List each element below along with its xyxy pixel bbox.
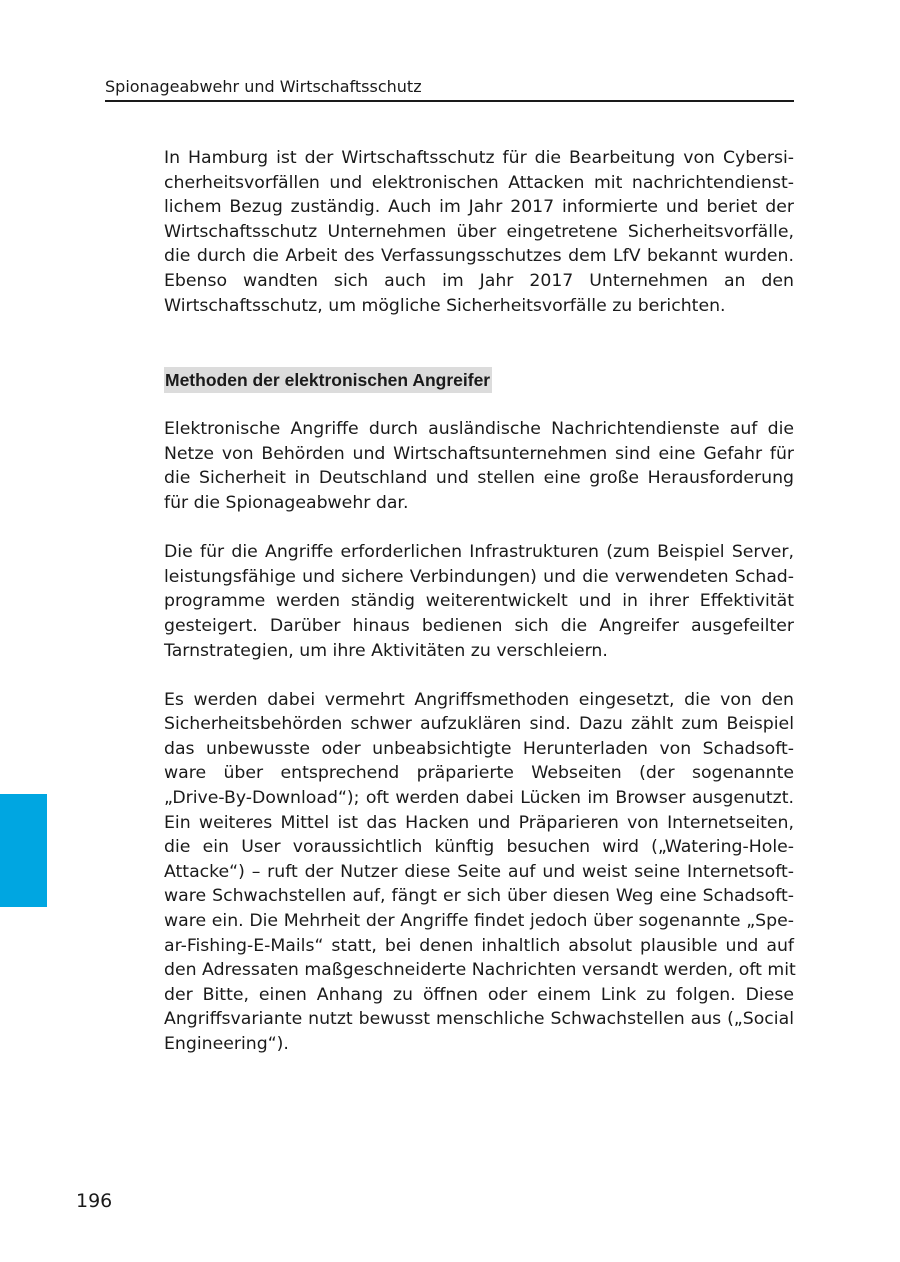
- text-line: leistungsfähige und sichere Verbindungen) und die verwendeten Schad-: [164, 566, 794, 587]
- text-line: Elektronische Angriffe durch ausländische Nachrichtendienste auf die: [164, 419, 794, 440]
- running-header: [105, 76, 794, 102]
- text-line: programme werden ständig weiterentwickelt und in ihrer Effektivität: [164, 591, 794, 612]
- text-line: cherheitsvorfällen und elektronischen Attacken mit nachrichtendienst-: [164, 172, 794, 193]
- text-line: ware über entsprechend präparierte Webseiten (der sogenannte: [164, 763, 794, 784]
- text-line: Netze von Behörden und Wirtschaftsunternehmen sind eine Gefahr für: [164, 443, 794, 464]
- text-line: die durch die Arbeit des Verfassungsschutzes dem LfV bekannt wurden.: [164, 246, 794, 267]
- page-number: 196: [76, 1190, 113, 1212]
- text-line: Ebenso wandten sich auch im Jahr 2017 Unternehmen an den: [164, 270, 794, 291]
- text-line: für die Spionageabwehr dar.: [164, 492, 409, 513]
- text-line: Tarnstrategien, um ihre Aktivitäten zu verschleiern.: [164, 640, 608, 661]
- text-line: ware Schwachstellen auf, fängt er sich über diesen Weg eine Schadsoft-: [164, 886, 794, 907]
- text-line: die Sicherheit in Deutschland und stellen eine große Herausforderung: [164, 468, 794, 489]
- text-line: Angriffsvariante nutzt bewusst menschliche Schwachstellen aus („Social: [164, 1009, 794, 1030]
- running-header-title: Spionageabwehr und Wirtschaftsschutz: [105, 77, 422, 96]
- text-line: lichem Bezug zuständig. Auch im Jahr 2017 informierte und beriet der: [164, 197, 794, 218]
- text-line: der Bitte, einen Anhang zu öffnen oder einem Link zu folgen. Diese: [164, 984, 794, 1005]
- text-line: die ein User voraussichtlich künftig besuchen wird („Watering-Hole-: [164, 837, 794, 858]
- paragraph-gap: [164, 663, 794, 688]
- section-heading-wrap: [164, 367, 794, 393]
- text-line: den Adressaten maßgeschneiderte Nachrichten versandt werden, oft mit: [164, 960, 796, 981]
- text-line: Wirtschaftsschutz Unternehmen über eingetretene Sicherheitsvorfälle,: [164, 221, 794, 242]
- text-line: ware ein. Die Mehrheit der Angriffe findet jedoch über sogenannte „Spe-: [164, 911, 794, 932]
- text-line: In Hamburg ist der Wirtschaftsschutz für die Bearbeitung von Cybersi-: [164, 148, 794, 168]
- chapter-side-tab: [0, 794, 47, 907]
- text-line: ar-Fishing-E-Mails“ statt, bei denen inhaltlich absolut plausible und auf: [164, 935, 794, 956]
- text-line: Sicherheitsbehörden schwer aufzuklären sind. Dazu zählt zum Beispiel: [164, 714, 794, 735]
- paragraph-methods: [164, 688, 794, 1057]
- text-line: Die für die Angriffe erforderlichen Infrastrukturen (zum Beispiel Server,: [164, 542, 794, 563]
- text-line: gesteigert. Darüber hinaus bedienen sich die Angreifer ausgefeilter: [164, 615, 794, 636]
- paragraph-gap: [164, 516, 794, 541]
- text-line: Attacke“) – ruft der Nutzer diese Seite auf und weist seine Internetsoft-: [164, 861, 794, 882]
- text-line: Ein weiteres Mittel ist das Hacken und Präparieren von Internetseiten,: [164, 812, 794, 833]
- page-content: [164, 146, 794, 1057]
- paragraph-attacks: [164, 417, 794, 515]
- text-line: „Drive-By-Download“); oft werden dabei Lücken im Browser ausgenutzt.: [164, 788, 794, 809]
- paragraph-intro: [164, 146, 794, 318]
- paragraph-infrastructure: [164, 540, 794, 663]
- section-heading: Methoden der elektronischen Angreifer: [164, 367, 492, 393]
- text-line: Engineering“).: [164, 1034, 289, 1054]
- text-line: Es werden dabei vermehrt Angriffsmethoden eingesetzt, die von den: [164, 689, 794, 710]
- text-line: das unbewusste oder unbeabsichtigte Herunterladen von Schadsoft-: [164, 738, 794, 759]
- text-line: Wirtschaftsschutz, um mögliche Sicherheitsvorfälle zu berichten.: [164, 295, 726, 316]
